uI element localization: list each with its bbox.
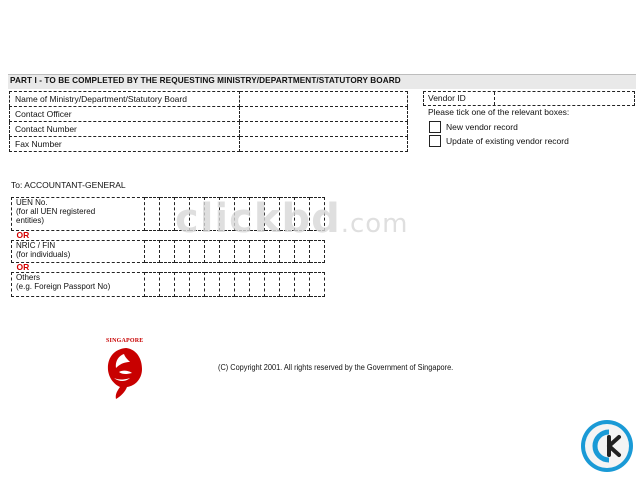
nric-label bbox=[12, 241, 145, 263]
clickbd-badge-icon bbox=[579, 418, 635, 474]
row-title: UEN No. bbox=[16, 198, 48, 207]
divider bbox=[494, 92, 495, 105]
nric-char-box[interactable] bbox=[190, 241, 205, 263]
watermark-tld: .com bbox=[340, 209, 409, 239]
others-char-box[interactable] bbox=[205, 273, 220, 297]
others-char-box[interactable] bbox=[175, 273, 190, 297]
others-char-box[interactable] bbox=[310, 273, 325, 297]
others-char-box[interactable] bbox=[235, 273, 250, 297]
contact-officer-field[interactable] bbox=[240, 107, 408, 122]
uen-char-box[interactable] bbox=[160, 198, 175, 231]
others-char-box[interactable] bbox=[190, 273, 205, 297]
table-row bbox=[10, 92, 408, 107]
tick-instruction: Please tick one of the relevant boxes: bbox=[428, 107, 570, 117]
table-row bbox=[12, 241, 325, 263]
row-note: entities) bbox=[16, 216, 45, 225]
nric-char-box[interactable] bbox=[250, 241, 265, 263]
row-title: Others bbox=[16, 273, 41, 282]
uen-label bbox=[12, 198, 145, 231]
update-vendor-label: Update of existing vendor record bbox=[446, 136, 569, 146]
row-note: (e.g. Foreign Passport No) bbox=[16, 282, 111, 291]
nric-char-box[interactable] bbox=[265, 241, 280, 263]
field-label: Name of Ministry/Department/Statutory Board bbox=[10, 92, 240, 107]
nric-char-box[interactable] bbox=[295, 241, 310, 263]
nric-char-box[interactable] bbox=[145, 241, 160, 263]
others-label bbox=[12, 273, 145, 297]
update-vendor-checkbox[interactable] bbox=[429, 135, 441, 147]
part-title: PART I - TO BE COMPLETED BY THE REQUESTING MINISTRY/DEPARTMENT/STATUTORY BOARD bbox=[10, 76, 401, 85]
others-char-box[interactable] bbox=[160, 273, 175, 297]
logo-text: SINGAPORE bbox=[106, 338, 144, 344]
others-char-box[interactable] bbox=[280, 273, 295, 297]
field-label: Contact Number bbox=[10, 122, 240, 137]
nric-char-box[interactable] bbox=[175, 241, 190, 263]
others-char-box[interactable] bbox=[265, 273, 280, 297]
table-row bbox=[12, 273, 325, 297]
others-char-box[interactable] bbox=[220, 273, 235, 297]
field-label: Fax Number bbox=[10, 137, 240, 152]
ministry-name-field[interactable] bbox=[240, 92, 408, 107]
vendor-id-field[interactable] bbox=[423, 91, 635, 106]
table-row bbox=[10, 122, 408, 137]
or-separator: OR bbox=[16, 230, 30, 240]
others-char-box[interactable] bbox=[250, 273, 265, 297]
field-label: Contact Officer bbox=[10, 107, 240, 122]
new-vendor-checkbox[interactable] bbox=[429, 121, 441, 133]
fax-number-field[interactable] bbox=[240, 137, 408, 152]
nric-char-box[interactable] bbox=[235, 241, 250, 263]
row-note: (for individuals) bbox=[16, 250, 71, 259]
vendor-id-label: Vendor ID bbox=[428, 93, 466, 103]
row-title: NRIC / FIN bbox=[16, 241, 56, 250]
watermark bbox=[175, 196, 409, 242]
watermark-text: clickbd bbox=[175, 196, 341, 242]
nric-char-box[interactable] bbox=[160, 241, 175, 263]
nric-char-box[interactable] bbox=[280, 241, 295, 263]
table-row bbox=[12, 263, 325, 273]
others-char-box[interactable] bbox=[145, 273, 160, 297]
copyright-notice: (C) Copyright 2001. All rights reserved by the Government of Singapore. bbox=[218, 363, 454, 372]
lion-head-icon bbox=[104, 346, 146, 400]
or-separator: OR bbox=[16, 262, 30, 272]
nric-char-box[interactable] bbox=[205, 241, 220, 263]
others-char-box[interactable] bbox=[295, 273, 310, 297]
table-row bbox=[10, 107, 408, 122]
row-note: (for all UEN registered bbox=[16, 207, 96, 216]
contact-number-field[interactable] bbox=[240, 122, 408, 137]
table-row bbox=[10, 137, 408, 152]
new-vendor-label: New vendor record bbox=[446, 122, 518, 132]
nric-char-box[interactable] bbox=[220, 241, 235, 263]
ministry-details-table bbox=[9, 91, 408, 152]
nric-char-box[interactable] bbox=[310, 241, 325, 263]
addressee: To: ACCOUNTANT-GENERAL bbox=[11, 180, 126, 190]
uen-char-box[interactable] bbox=[145, 198, 160, 231]
